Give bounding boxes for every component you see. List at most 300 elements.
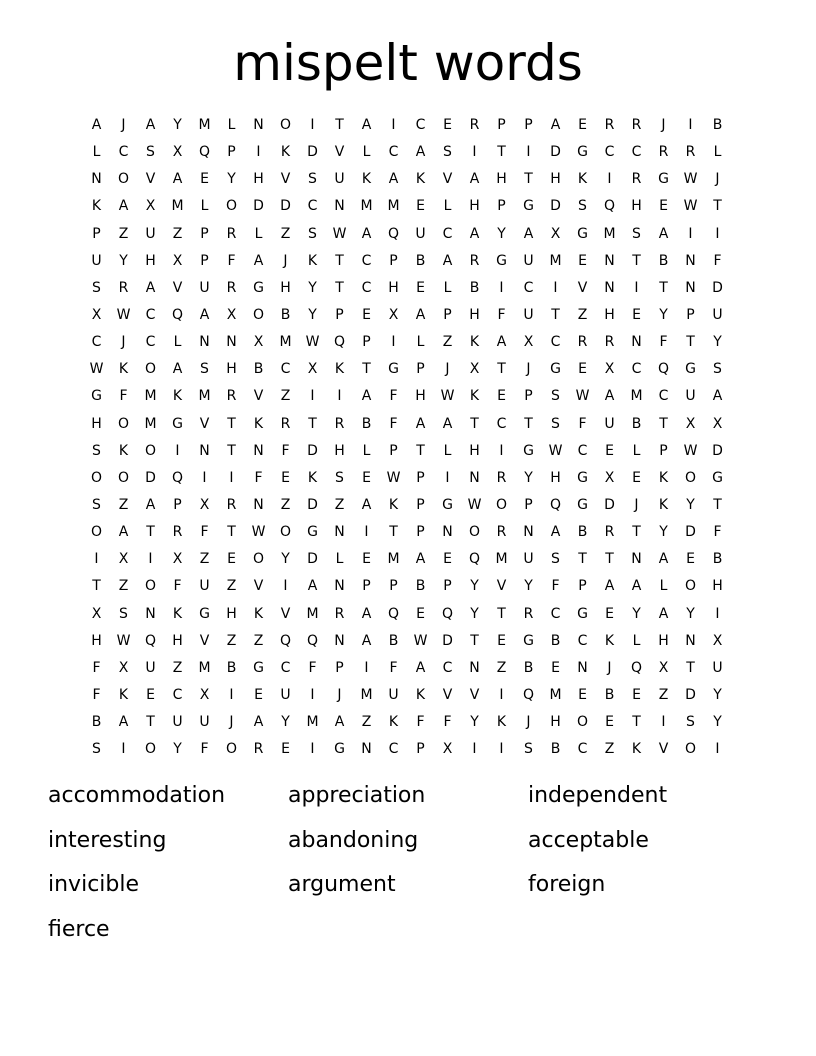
grid-letter: L <box>632 632 641 649</box>
grid-letter: X <box>604 469 615 486</box>
grid-letter: A <box>253 252 264 269</box>
grid-letter: B <box>631 415 642 432</box>
grid-letter: Q <box>657 361 670 378</box>
grid-letter: O <box>144 442 157 459</box>
grid-letter: E <box>578 252 587 269</box>
grid-letter: T <box>632 252 641 269</box>
grid-letter: W <box>251 524 266 541</box>
grid-letter: P <box>524 388 533 405</box>
grid-letter: F <box>659 334 668 351</box>
grid-letter: X <box>388 307 399 324</box>
grid-letter: V <box>280 171 291 188</box>
grid-letter: T <box>605 551 614 568</box>
grid-letter: Y <box>632 605 641 622</box>
grid-letter: A <box>415 307 426 324</box>
grid-letter: I <box>715 225 720 242</box>
grid-letter: O <box>117 469 130 486</box>
grid-letter: G <box>712 469 723 486</box>
grid-letter: G <box>253 659 264 676</box>
grid-letter: I <box>94 551 99 568</box>
grid-letter: E <box>281 469 290 486</box>
grid-letter: Z <box>172 659 183 676</box>
grid-letter: H <box>469 198 480 215</box>
word-list-item: interesting <box>48 827 167 853</box>
grid-letter: T <box>227 442 236 459</box>
grid-letter: X <box>118 551 129 568</box>
grid-letter: Z <box>280 497 291 514</box>
grid-letter: M <box>144 415 157 432</box>
grid-letter: A <box>631 578 642 595</box>
grid-letter: E <box>281 741 290 758</box>
grid-letter: S <box>632 225 641 242</box>
grid-letter: B <box>577 524 588 541</box>
grid-letter: S <box>146 144 155 161</box>
grid-letter: L <box>443 198 452 215</box>
grid-letter: X <box>91 307 102 324</box>
grid-letter: I <box>499 279 504 296</box>
grid-letter: M <box>279 334 292 351</box>
grid-letter: E <box>632 307 641 324</box>
grid-row <box>83 655 731 682</box>
grid-letter: T <box>524 415 533 432</box>
grid-letter: Q <box>306 632 319 649</box>
grid-letter: N <box>253 117 264 134</box>
grid-letter: I <box>499 442 504 459</box>
grid-letter: G <box>523 198 534 215</box>
grid-letter: I <box>391 117 396 134</box>
grid-letter: X <box>712 415 723 432</box>
grid-letter: K <box>334 361 345 378</box>
grid-letter: R <box>604 334 615 351</box>
grid-letter: E <box>605 714 614 731</box>
grid-letter: N <box>442 524 453 541</box>
grid-letter: X <box>307 361 318 378</box>
grid-letter: I <box>364 659 369 676</box>
grid-letter: N <box>523 524 534 541</box>
grid-letter: R <box>496 524 507 541</box>
grid-letter: C <box>172 687 183 704</box>
grid-letter: G <box>523 632 534 649</box>
grid-letter: A <box>361 632 372 649</box>
grid-letter: C <box>118 144 129 161</box>
grid-letter: A <box>118 524 129 541</box>
grid-letter: X <box>469 361 480 378</box>
grid-letter: B <box>91 714 102 731</box>
grid-letter: B <box>226 659 237 676</box>
grid-letter: O <box>495 497 508 514</box>
grid-letter: C <box>388 144 399 161</box>
grid-letter: A <box>658 551 669 568</box>
grid-letter: P <box>389 252 398 269</box>
grid-letter: G <box>253 279 264 296</box>
grid-letter: Q <box>387 225 400 242</box>
word-list-item: acceptable <box>528 827 649 853</box>
word-list-item: appreciation <box>288 783 426 808</box>
grid-letter: P <box>686 307 695 324</box>
grid-letter: J <box>337 687 342 704</box>
grid-letter: T <box>470 415 479 432</box>
grid-letter: H <box>226 605 237 622</box>
grid-row <box>83 411 731 438</box>
grid-letter: N <box>361 741 372 758</box>
grid-letter: J <box>526 361 531 378</box>
grid-letter: H <box>496 171 507 188</box>
grid-letter: K <box>469 334 480 351</box>
grid-letter: A <box>442 415 453 432</box>
grid-row <box>83 112 731 139</box>
grid-letter: H <box>172 632 183 649</box>
grid-letter: A <box>91 117 102 134</box>
grid-letter: O <box>468 524 481 541</box>
grid-letter: O <box>252 307 265 324</box>
grid-letter: E <box>254 687 263 704</box>
grid-letter: I <box>634 279 639 296</box>
grid-letter: I <box>607 171 612 188</box>
grid-letter: D <box>253 198 264 215</box>
grid-letter: N <box>631 551 642 568</box>
grid-letter: C <box>415 117 426 134</box>
grid-letter: L <box>335 551 344 568</box>
grid-row <box>83 628 731 655</box>
grid-letter: U <box>685 388 696 405</box>
grid-letter: R <box>658 144 669 161</box>
grid-letter: Z <box>577 307 588 324</box>
grid-row <box>83 573 731 600</box>
grid-letter: E <box>416 279 425 296</box>
grid-letter: Z <box>280 225 291 242</box>
grid-letter: A <box>469 225 480 242</box>
grid-letter: A <box>550 117 561 134</box>
grid-letter: C <box>91 334 102 351</box>
grid-letter: K <box>658 469 669 486</box>
grid-letter: D <box>712 442 723 459</box>
grid-letter: O <box>90 469 103 486</box>
grid-letter: S <box>92 279 101 296</box>
grid-letter: N <box>226 334 237 351</box>
grid-letter: Q <box>198 144 211 161</box>
grid-letter: Q <box>603 198 616 215</box>
grid-letter: E <box>227 551 236 568</box>
grid-letter: I <box>553 279 558 296</box>
grid-letter: K <box>118 687 129 704</box>
grid-letter: B <box>388 632 399 649</box>
grid-letter: Y <box>281 714 290 731</box>
grid-letter: C <box>523 279 534 296</box>
grid-letter: N <box>469 659 480 676</box>
grid-letter: I <box>391 334 396 351</box>
grid-letter: W <box>116 307 131 324</box>
grid-letter: N <box>145 605 156 622</box>
grid-letter: I <box>310 117 315 134</box>
grid-letter: M <box>198 659 211 676</box>
grid-letter: H <box>604 307 615 324</box>
grid-letter: H <box>550 171 561 188</box>
grid-letter: Y <box>173 741 182 758</box>
grid-letter: S <box>551 415 560 432</box>
grid-letter: L <box>713 144 722 161</box>
grid-letter: M <box>198 117 211 134</box>
grid-letter: E <box>632 469 641 486</box>
grid-letter: B <box>415 578 426 595</box>
grid-letter: D <box>685 687 696 704</box>
grid-letter: P <box>362 578 371 595</box>
grid-letter: Y <box>686 605 695 622</box>
grid-letter: F <box>713 524 722 541</box>
grid-letter: T <box>659 279 668 296</box>
grid-letter: G <box>685 361 696 378</box>
grid-letter: D <box>307 442 318 459</box>
grid-letter: B <box>280 307 291 324</box>
grid-letter: H <box>415 388 426 405</box>
grid-letter: T <box>146 524 155 541</box>
grid-row <box>83 248 731 275</box>
grid-letter: W <box>386 469 401 486</box>
grid-letter: H <box>712 578 723 595</box>
grid-letter: I <box>337 388 342 405</box>
grid-letter: F <box>443 714 452 731</box>
grid-letter: A <box>550 524 561 541</box>
grid-letter: M <box>549 252 562 269</box>
grid-letter: N <box>334 578 345 595</box>
grid-letter: I <box>715 605 720 622</box>
grid-letter: R <box>226 497 237 514</box>
grid-letter: O <box>144 741 157 758</box>
grid-letter: H <box>469 442 480 459</box>
grid-letter: T <box>335 279 344 296</box>
grid-letter: V <box>145 171 156 188</box>
grid-letter: L <box>362 442 371 459</box>
grid-letter: Y <box>227 171 236 188</box>
grid-letter: F <box>578 415 587 432</box>
grid-letter: L <box>632 442 641 459</box>
grid-letter: M <box>549 687 562 704</box>
grid-letter: U <box>415 225 426 242</box>
grid-letter: C <box>361 252 372 269</box>
grid-letter: G <box>199 605 210 622</box>
grid-letter: E <box>497 632 506 649</box>
grid-letter: S <box>92 497 101 514</box>
grid-letter: U <box>523 307 534 324</box>
grid-letter: W <box>683 198 698 215</box>
grid-letter: B <box>712 117 723 134</box>
grid-letter: K <box>496 714 507 731</box>
grid-letter: W <box>440 388 455 405</box>
grid-letter: S <box>92 442 101 459</box>
grid-letter: E <box>362 469 371 486</box>
word-list-item: abandoning <box>288 827 419 853</box>
grid-letter: K <box>658 497 669 514</box>
grid-row <box>83 329 731 356</box>
grid-letter: O <box>684 469 697 486</box>
grid-letter: L <box>92 144 101 161</box>
grid-letter: A <box>334 714 345 731</box>
grid-letter: Q <box>333 334 346 351</box>
grid-letter: K <box>307 469 318 486</box>
grid-letter: D <box>550 198 561 215</box>
grid-letter: U <box>523 551 534 568</box>
grid-letter: T <box>389 524 398 541</box>
grid-row <box>83 302 731 329</box>
grid-letter: F <box>281 442 290 459</box>
grid-letter: H <box>388 279 399 296</box>
grid-letter: E <box>200 171 209 188</box>
grid-letter: Y <box>524 578 533 595</box>
grid-letter: T <box>416 442 425 459</box>
grid-letter: T <box>470 632 479 649</box>
grid-letter: S <box>92 741 101 758</box>
grid-letter: I <box>661 714 666 731</box>
grid-letter: F <box>119 388 128 405</box>
grid-letter: E <box>416 198 425 215</box>
grid-letter: L <box>173 334 182 351</box>
grid-letter: M <box>387 551 400 568</box>
grid-letter: W <box>467 497 482 514</box>
grid-letter: G <box>577 225 588 242</box>
grid-letter: W <box>548 442 563 459</box>
grid-letter: D <box>442 632 453 649</box>
grid-row <box>83 383 731 410</box>
grid-letter: R <box>604 524 615 541</box>
grid-letter: W <box>89 361 104 378</box>
grid-letter: N <box>199 334 210 351</box>
grid-letter: R <box>577 334 588 351</box>
grid-letter: N <box>253 442 264 459</box>
grid-letter: R <box>685 144 696 161</box>
grid-letter: G <box>334 741 345 758</box>
grid-letter: C <box>631 361 642 378</box>
grid-letter: N <box>91 171 102 188</box>
grid-letter: P <box>524 497 533 514</box>
grid-letter: E <box>578 361 587 378</box>
grid-letter: Q <box>171 469 184 486</box>
grid-letter: S <box>686 714 695 731</box>
grid-letter: R <box>226 225 237 242</box>
grid-letter: G <box>550 361 561 378</box>
grid-letter: D <box>604 497 615 514</box>
grid-letter: A <box>604 578 615 595</box>
grid-letter: J <box>121 117 126 134</box>
grid-letter: Q <box>387 605 400 622</box>
grid-letter: J <box>634 497 639 514</box>
grid-letter: H <box>91 415 102 432</box>
grid-letter: H <box>334 442 345 459</box>
grid-letter: I <box>310 741 315 758</box>
grid-letter: F <box>389 659 398 676</box>
grid-letter: A <box>496 334 507 351</box>
grid-letter: R <box>334 605 345 622</box>
grid-letter: I <box>472 144 477 161</box>
word-list-item: independent <box>528 783 668 808</box>
grid-letter: K <box>172 605 183 622</box>
grid-letter: Q <box>171 307 184 324</box>
grid-letter: Y <box>119 252 128 269</box>
grid-letter: N <box>253 497 264 514</box>
grid-letter: M <box>360 687 373 704</box>
grid-letter: Y <box>713 714 722 731</box>
grid-letter: X <box>442 741 453 758</box>
grid-letter: O <box>90 524 103 541</box>
grid-letter: J <box>283 252 288 269</box>
grid-letter: L <box>362 144 371 161</box>
grid-letter: T <box>362 361 371 378</box>
grid-letter: A <box>415 551 426 568</box>
grid-letter: O <box>684 741 697 758</box>
grid-letter: I <box>499 687 504 704</box>
grid-letter: F <box>497 307 506 324</box>
grid-letter: L <box>443 279 452 296</box>
grid-letter: O <box>279 117 292 134</box>
grid-row <box>83 465 731 492</box>
grid-row <box>83 166 731 193</box>
grid-letter: E <box>551 659 560 676</box>
grid-letter: U <box>145 659 156 676</box>
grid-letter: I <box>364 524 369 541</box>
grid-letter: D <box>712 279 723 296</box>
grid-letter: E <box>146 687 155 704</box>
grid-letter: B <box>604 687 615 704</box>
grid-letter: Z <box>118 578 129 595</box>
grid-letter: F <box>389 388 398 405</box>
grid-letter: T <box>308 415 317 432</box>
grid-letter: X <box>172 252 183 269</box>
grid-letter: P <box>416 469 425 486</box>
grid-letter: B <box>550 632 561 649</box>
grid-letter: A <box>442 252 453 269</box>
grid-letter: N <box>685 252 696 269</box>
grid-letter: U <box>91 252 102 269</box>
grid-letter: K <box>118 442 129 459</box>
grid-letter: R <box>280 415 291 432</box>
grid-letter: P <box>389 578 398 595</box>
grid-letter: N <box>334 198 345 215</box>
grid-letter: M <box>603 225 616 242</box>
grid-letter: D <box>550 144 561 161</box>
grid-letter: V <box>199 632 210 649</box>
grid-letter: H <box>91 632 102 649</box>
grid-letter: W <box>413 632 428 649</box>
grid-letter: C <box>577 632 588 649</box>
grid-row <box>83 682 731 709</box>
grid-letter: F <box>200 524 209 541</box>
grid-letter: Z <box>280 388 291 405</box>
grid-letter: T <box>578 551 587 568</box>
grid-letter: S <box>578 198 587 215</box>
grid-letter: A <box>415 144 426 161</box>
grid-letter: V <box>496 578 507 595</box>
grid-letter: O <box>117 415 130 432</box>
grid-letter: P <box>335 659 344 676</box>
grid-letter: F <box>200 741 209 758</box>
grid-row <box>83 546 731 573</box>
grid-letter: O <box>144 578 157 595</box>
grid-letter: P <box>335 307 344 324</box>
grid-letter: P <box>443 307 452 324</box>
grid-letter: A <box>658 225 669 242</box>
grid-letter: N <box>631 334 642 351</box>
grid-letter: A <box>307 578 318 595</box>
grid-letter: B <box>361 415 372 432</box>
grid-letter: K <box>604 632 615 649</box>
grid-letter: V <box>442 687 453 704</box>
grid-letter: A <box>415 415 426 432</box>
grid-letter: F <box>308 659 317 676</box>
grid-letter: S <box>713 361 722 378</box>
grid-letter: C <box>631 144 642 161</box>
grid-row <box>83 492 731 519</box>
grid-letter: H <box>550 469 561 486</box>
grid-letter: T <box>497 361 506 378</box>
grid-letter: G <box>577 605 588 622</box>
